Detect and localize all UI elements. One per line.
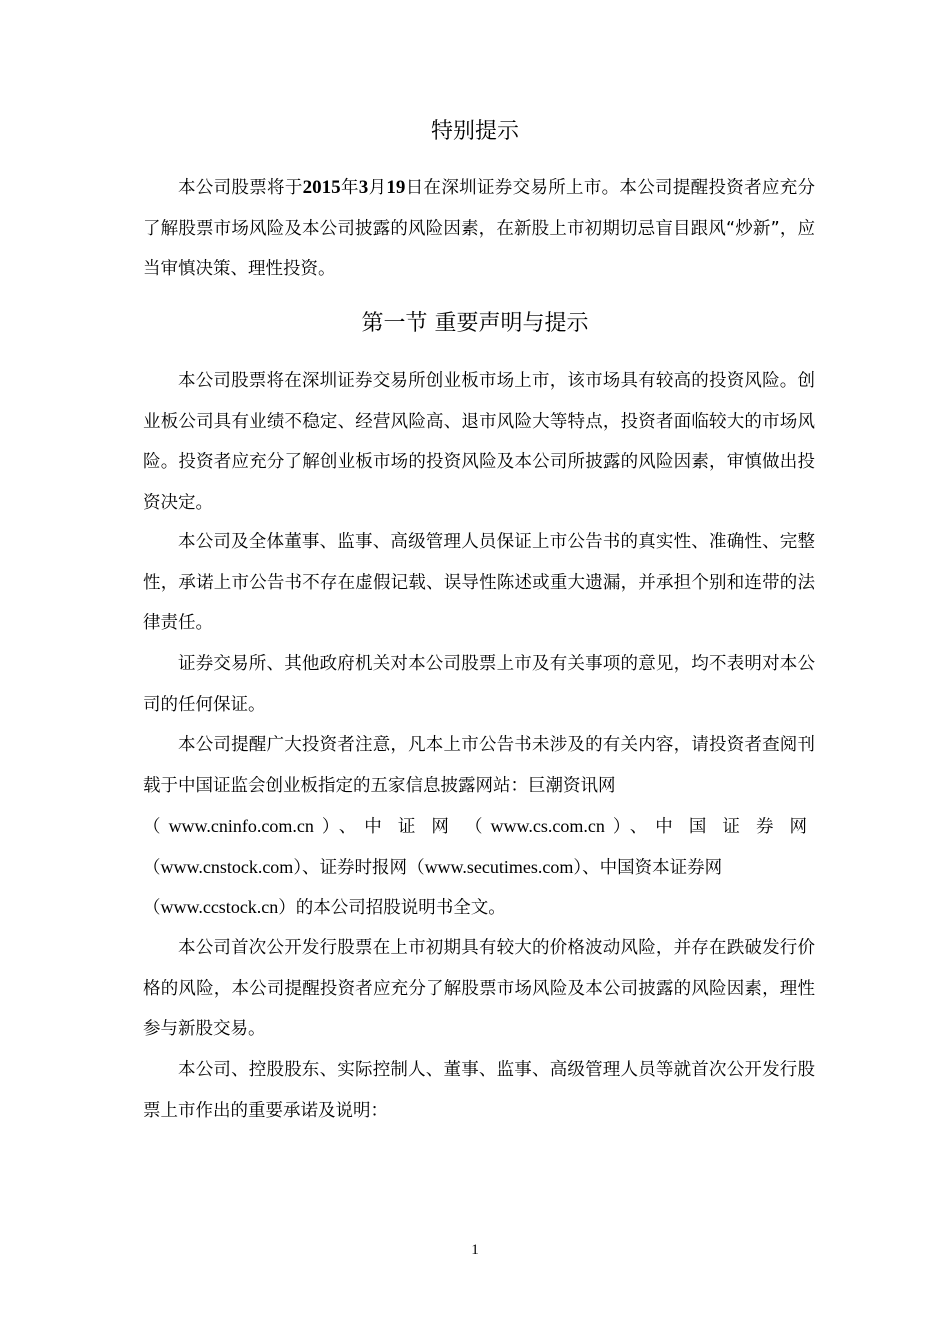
section1-paragraph-4: 本公司提醒广大投资者注意，凡本上市公告书未涉及的有关内容，请投资者查阅刊载于中国证监会创业板指定的五家信息披露网站：巨潮资讯网 (143, 735, 815, 796)
special-notice-paragraph (143, 168, 815, 290)
website-name-cnstock: 中国证券网 (655, 817, 816, 837)
section1-paragraph-6: 本公司、控股股东、实际控制人、董事、监事、高级管理人员等就首次公开发行股票上市作出的重要承诺及说明： (143, 1060, 815, 1121)
listing-month: 3 (358, 177, 369, 198)
notice-text-a: 本公司股票将于 (178, 178, 303, 198)
listing-day: 19 (386, 177, 406, 198)
website-line-2: （www.cnstock.com）、证券时报网（www.secutimes.com）、中国资本证券网 (143, 856, 723, 878)
website-url-cninfo: www.cninfo.com.cn (168, 816, 314, 836)
website-list (143, 806, 815, 928)
special-notice-title: 特别提示 (430, 119, 519, 144)
website-name-secutimes: 证券时报网 (319, 857, 408, 878)
listing-year: 2015 (302, 177, 341, 198)
section1-paragraph-1: 本公司股票将在深圳证券交易所创业板市场上市，该市场具有较高的投资风险。创业板公司具有业绩不稳定、经营风险高、退市风险大等特点，投资者面临较大的市场风险。投资者应充分了解创业板市场的投资风险及本公司所披露的风险因素，审慎做出投资决定。 (143, 371, 815, 513)
page-number: 1 (471, 1242, 479, 1258)
website-line-3: （www.ccstock.cn）的本公司招股说明书全文。 (143, 897, 506, 918)
website-url-cnstock: www.cnstock.com (160, 856, 294, 877)
website-url-ccstock: www.ccstock.cn (160, 897, 279, 917)
website-list-end: 的本公司招股说明书全文。 (295, 898, 506, 918)
notice-text-b: 年 (340, 178, 359, 198)
website-url-secutimes: www.secutimes.com (424, 856, 574, 877)
section1-paragraph-2: 本公司及全体董事、监事、高级管理人员保证上市公告书的真实性、准确性、完整性，承诺上市公告书不存在虚假记载、误导性陈述或重大遗漏，并承担个别和连带的法律责任。 (143, 532, 815, 633)
notice-text-c: 月 (368, 178, 387, 198)
section1-paragraph-5: 本公司首次公开发行股票在上市初期具有较大的价格波动风险，并存在跌破发行价格的风险，本公司提醒投资者应充分了解股票市场风险及本公司披露的风险因素，理性参与新股交易。 (143, 938, 815, 1039)
website-url-cs: www.cs.com.cn (490, 816, 605, 836)
notice-text-d: 日在深圳证券交易所上市。本公司提醒投资者应充分了解股票市场风险及本公司披露的风险因素，在新股上市初期切忌盲目跟风“炒新”，应当审慎决策、理性投资。 (143, 178, 816, 279)
website-name-ccstock: 中国资本证券网 (599, 857, 723, 878)
section1-title: 第一节 重要声明与提示 (361, 311, 589, 336)
website-line-1: （www.cninfo.com.cn）、中证网（www.cs.com.cn）、中国证券网 (143, 816, 816, 837)
website-name-cs: 中证网 (364, 817, 465, 837)
section1-paragraph-3: 证券交易所、其他政府机关对本公司股票上市及有关事项的意见，均不表明对本公司的任何保证。 (143, 654, 815, 715)
